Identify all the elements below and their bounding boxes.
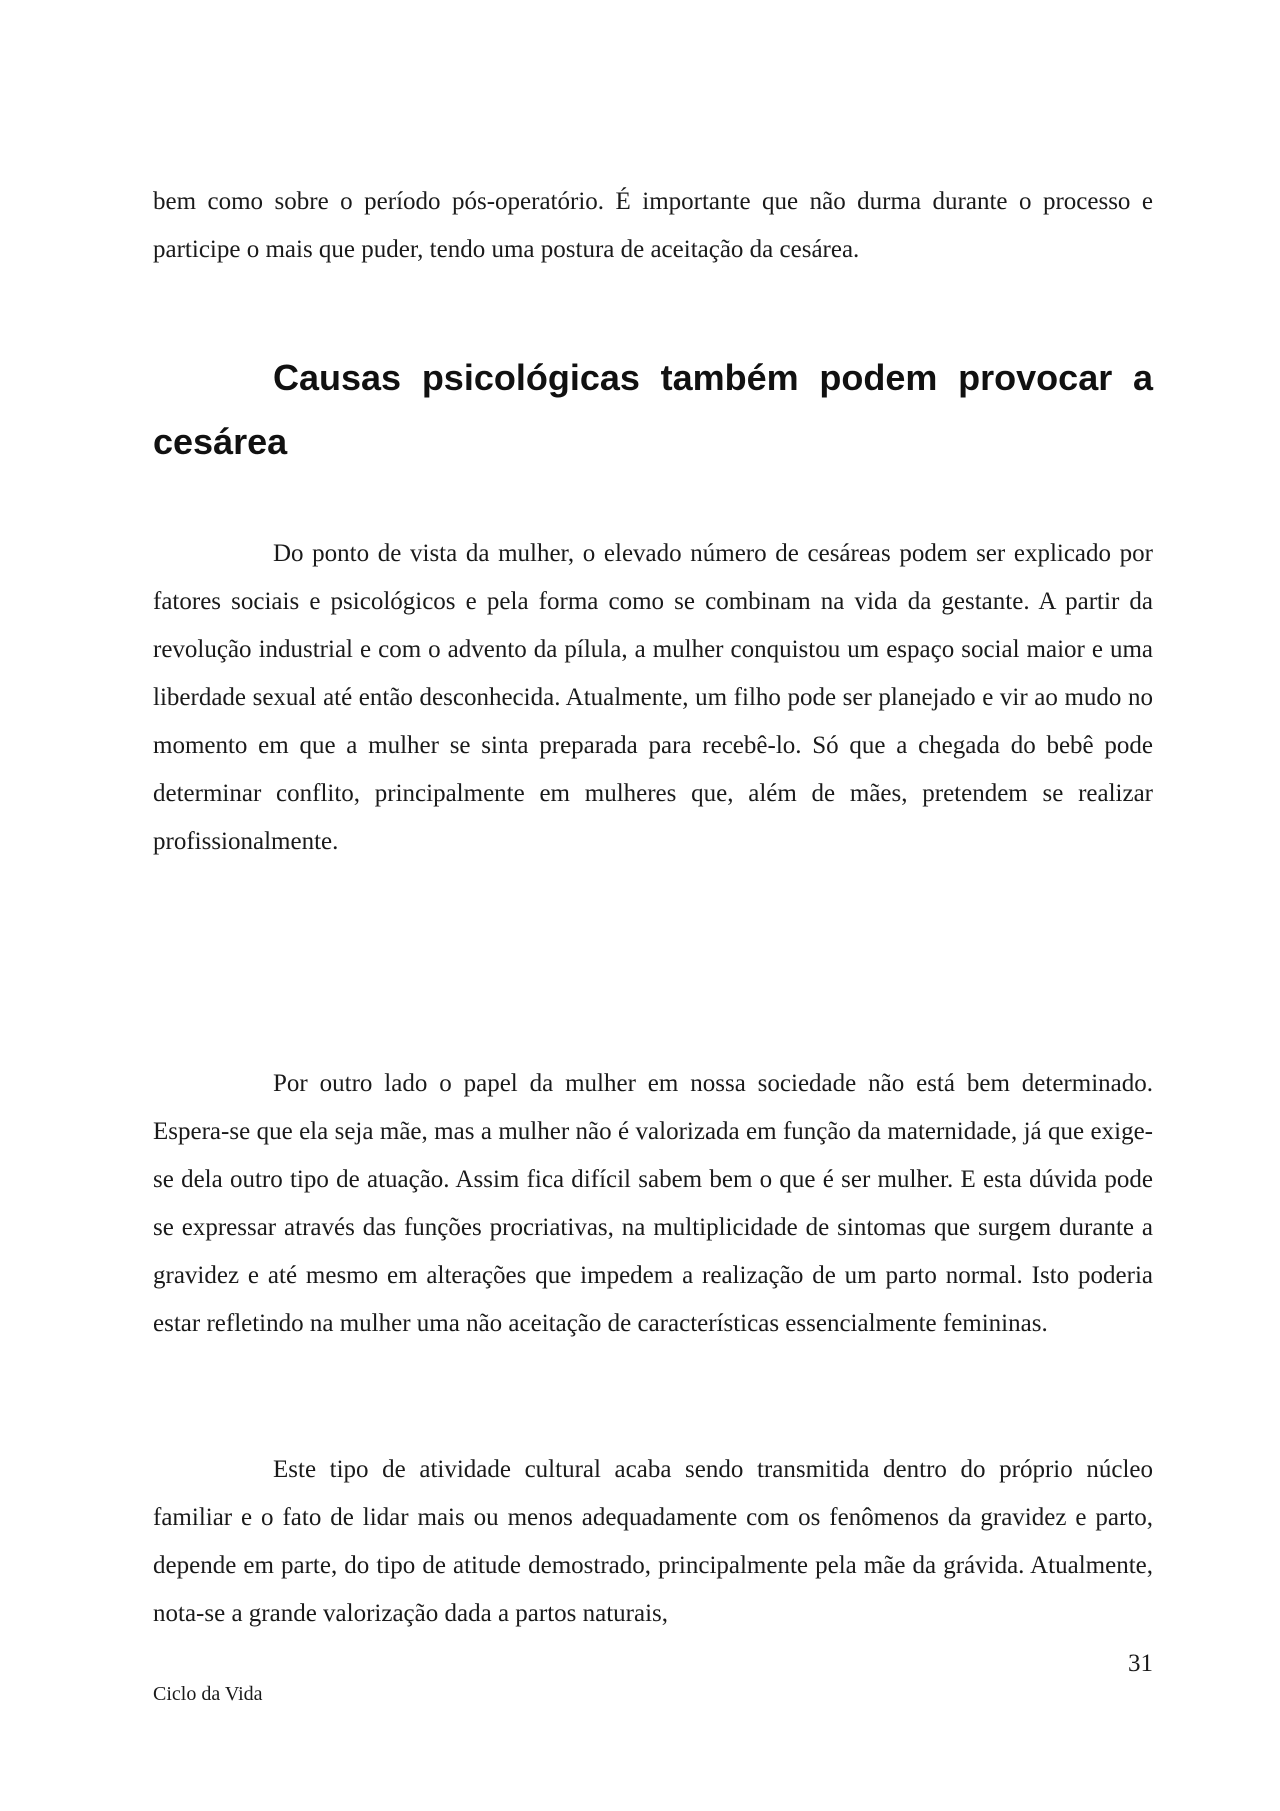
footer-label: Ciclo da Vida — [153, 1683, 263, 1705]
paragraph-2: Por outro lado o papel da mulher em nossa sociedade não está bem determinado. Espera-se que ela seja mãe, mas a mulher não é valorizada em função da maternidade, já que exige-se dela outro tipo de atuação. Assim fica difícil sabem bem o que é ser mulher. E esta dúvida pode se expressar através das funções procriativas, na multiplicidade de sintomas que surgem durante a gravidez e até mesmo em alterações que impedem a realização de um parto normal. Isto poderia estar refletindo na mulher uma não aceitação de características essencialmente femininas. — [153, 1070, 1153, 1337]
paragraph-3: Este tipo de atividade cultural acaba sendo transmitida dentro do próprio núcleo familiar e o fato de lidar mais ou menos adequadamente com os fenômenos da gravidez e parto, depende em parte, do tipo de atitude demostrado, principalmente pela mãe da grávida. Atualmente, nota-se a grande valorização dada a partos naturais, — [153, 1456, 1153, 1627]
paragraph-1: Do ponto de vista da mulher, o elevado número de cesáreas podem ser explicado por fatores sociais e psicológicos e pela forma como se combinam na vida da gestante. A partir da revolução industrial e com o advento da pílula, a mulher conquistou um espaço social maior e uma liberdade sexual até então desconhecida. Atualmente, um filho pode ser planejado e vir ao mudo no momento em que a mulher se sinta preparada para recebê-lo. Só que a chegada do bebê pode determinar conflito, principalmente em mulheres que, além de mães, pretendem se realizar profissionalmente. — [153, 540, 1153, 855]
section-heading: Causas psicológicas também podem provocar a cesárea — [153, 357, 1153, 462]
intro-paragraph: bem como sobre o período pós-operatório. É importante que não durma durante o processo e participe o mais que puder, tendo uma postura de aceitação da cesárea. — [153, 188, 1153, 263]
page-number: 31 — [1128, 1650, 1153, 1677]
